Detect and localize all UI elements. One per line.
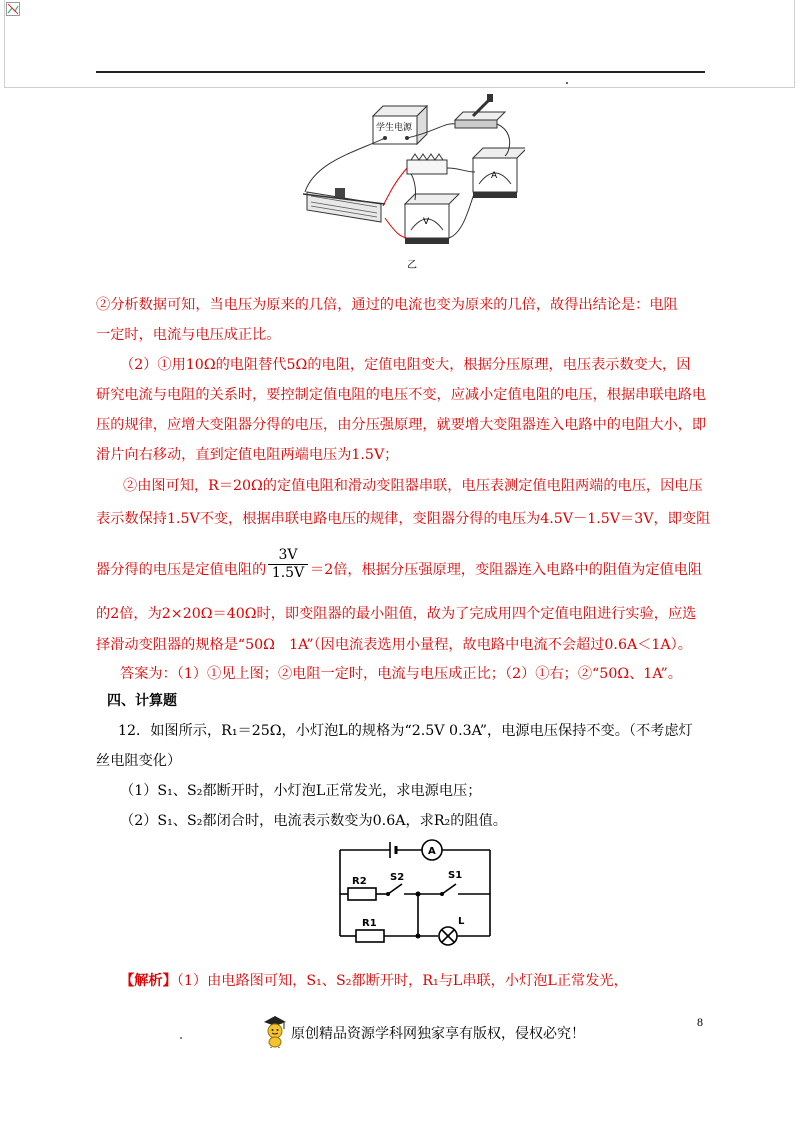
r2-label: R2 [352, 876, 367, 887]
power-supply-label: 学生电源 [376, 123, 413, 133]
fraction-denominator: 1.5V [271, 565, 305, 581]
broken-image-icon [6, 2, 20, 16]
ammeter-symbol-label: A [428, 846, 436, 857]
analysis-line: 器分得的电压是定值电阻的 [96, 562, 267, 578]
solution-tag: 【解析】 [120, 973, 177, 989]
voltmeter [405, 194, 459, 244]
analysis-line: （2）①用10Ω的电阻替代5Ω的电阻，定值电阻变大，根据分压原理，电压表示数变大，因 [120, 357, 691, 373]
circuit-diagram [330, 836, 500, 948]
page-header-box [4, 0, 795, 88]
voltmeter-label: V [423, 217, 430, 227]
analysis-line: 择滑动变阻器的规格是“50Ω 1A”（因电流表选用小量程，故电路中电流不会超过0.6A＜1A）。 [96, 637, 692, 653]
lamp-label: L [458, 916, 465, 927]
page-number: 8 [697, 1015, 703, 1029]
s2-label: S2 [390, 872, 405, 883]
analysis-line: ＝2倍，根据分压强原理，变阻器连入电路中的阻值为定值电阻 [310, 562, 703, 578]
analysis-line: 表示数保持1.5V不变，根据串联电路电压的规律，变阻器分得的电压为4.5V－1.5V＝3V，即变阻 [96, 511, 711, 527]
footer-dot [180, 1037, 182, 1039]
ammeter [473, 148, 525, 198]
slide-rheostat [303, 188, 385, 222]
answer-line: 答案为：（1）①见上图；②电阻一定时，电流与电压成正比；（2）①右；②“50Ω、1A”。 [120, 666, 682, 682]
analysis-line: 的2倍，为2×20Ω＝40Ω时，即变阻器的最小阻值，故为了完成用四个定值电阻进行实验，应选 [96, 606, 697, 622]
ammeter-label: A [491, 171, 498, 181]
mascot-icon [262, 1014, 288, 1048]
question-line: 12．如图所示，R₁＝25Ω，小灯泡L的规格为“2.5V 0.3A”，电源电压保持不变。（不考虑灯 [118, 723, 693, 739]
section-title: 四、计算题 [107, 693, 177, 709]
solution-line [120, 972, 732, 991]
fraction [268, 548, 308, 581]
analysis-line: ②由图可知，R＝20Ω的定值电阻和滑动变阻器串联，电压表测定值电阻两端的电压，因电压 [123, 478, 703, 494]
analysis-line: 滑片向右移动，直到定值电阻两端电压为1.5V； [96, 447, 399, 463]
experiment-apparatus-figure [295, 92, 525, 272]
question-subpart: （2）S₁、S₂都闭合时，电流表示数变为0.6A，求R₂的阻值。 [120, 813, 507, 829]
knife-switch [455, 94, 505, 128]
power-supply [373, 106, 427, 144]
copyright-notice: 原创精品资源学科网独家享有版权，侵权必究！ [291, 1026, 585, 1042]
solution-text: （1）由电路图可知，S₁、S₂都断开时，R₁与L串联，小灯泡L正常发光， [176, 973, 628, 989]
header-dot [566, 82, 568, 84]
analysis-line: 一定时，电流与电压成正比。 [96, 327, 281, 343]
s1-label: S1 [448, 870, 463, 881]
header-rule [96, 71, 705, 73]
fixed-resistor [407, 154, 447, 174]
fraction-numerator: 3V [278, 547, 298, 563]
question-line: 丝电阻变化） [96, 753, 182, 769]
analysis-line: 研究电流与电阻的关系时，要控制定值电阻的电压不变，应减小定值电阻的电压，根据串联电路电 [96, 387, 707, 403]
figure-caption: 乙 [407, 260, 417, 271]
r1-label: R1 [362, 918, 377, 929]
analysis-line: 压的规律，应增大变阻器分得的电压，由分压强原理，就要增大变阻器连入电路中的电阻大小，即 [96, 417, 707, 433]
analysis-line: ②分析数据可知，当电压为原来的几倍，通过的电流也变为原来的几倍，故得出结论是：电阻 [96, 297, 678, 313]
question-subpart: （1）S₁、S₂都断开时，小灯泡L正常发光，求电源电压； [120, 783, 482, 799]
